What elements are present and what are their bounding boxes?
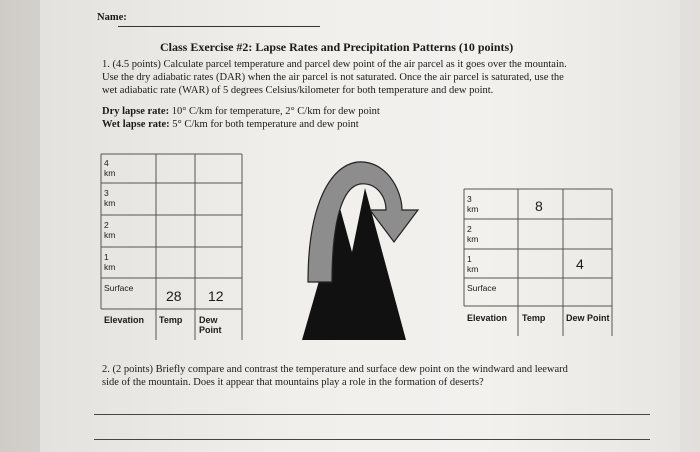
dry-lapse-text: 10° C/km for temperature, 2° C/km for dew point [171,106,380,117]
answer-line-1[interactable] [94,414,650,415]
left-row-2km: 2 km [104,220,116,240]
left-row-3km: 3 km [104,188,116,208]
left-header-elevation: Elevation [104,315,145,325]
worksheet-paper [40,0,680,452]
q2-line2: side of the mountain. Does it appear that mountains play a role in the formation of deserts? [102,377,484,388]
right-row-3km: 3 km [467,194,479,214]
dry-lapse-label: Dry lapse rate: [102,106,170,117]
right-row-2km: 2 km [467,224,479,244]
left-row-surface: Surface [104,283,134,293]
q2-line1: 2. (2 points) Briefly compare and contrast the temperature and surface dew point on the windward and leeward [102,364,568,375]
worksheet-title: Class Exercise #2: Lapse Rates and Precipitation Patterns (10 points) [160,40,514,54]
right-row-surface: Surface [467,283,497,293]
left-header-dew-point: Dew Point [199,315,222,335]
name-label: Name: [97,12,127,23]
q1-line3: wet adiabatic rate (WAR) of 5 degrees Celsius/kilometer for both temperature and dew point. [102,85,494,96]
wet-lapse-label: Wet lapse rate: [102,119,170,130]
answer-line-2[interactable] [94,439,650,440]
q1-line2: Use the dry adiabatic rates (DAR) when the air parcel is not saturated. Once the air parcel is saturated, use the [102,72,564,83]
right-1km-dew[interactable]: 4 [576,256,584,272]
q1-line1: 1. (4.5 points) Calculate parcel temperature and parcel dew point of the air parcel as it goes over the mountain. [102,59,567,70]
left-row-1km: 1 km [104,252,116,272]
right-header-dew-point: Dew Point [566,313,610,323]
wet-lapse-text: 5° C/km for both temperature and dew point [172,119,359,130]
right-row-1km: 1 km [467,254,479,274]
right-header-elevation: Elevation [467,313,508,323]
left-surface-dew[interactable]: 12 [208,288,224,304]
right-header-temp: Temp [522,313,546,323]
left-row-4km: 4 km [104,158,116,178]
left-header-temp: Temp [159,315,183,325]
right-3km-temp[interactable]: 8 [535,198,543,214]
left-surface-temp[interactable]: 28 [166,288,182,304]
